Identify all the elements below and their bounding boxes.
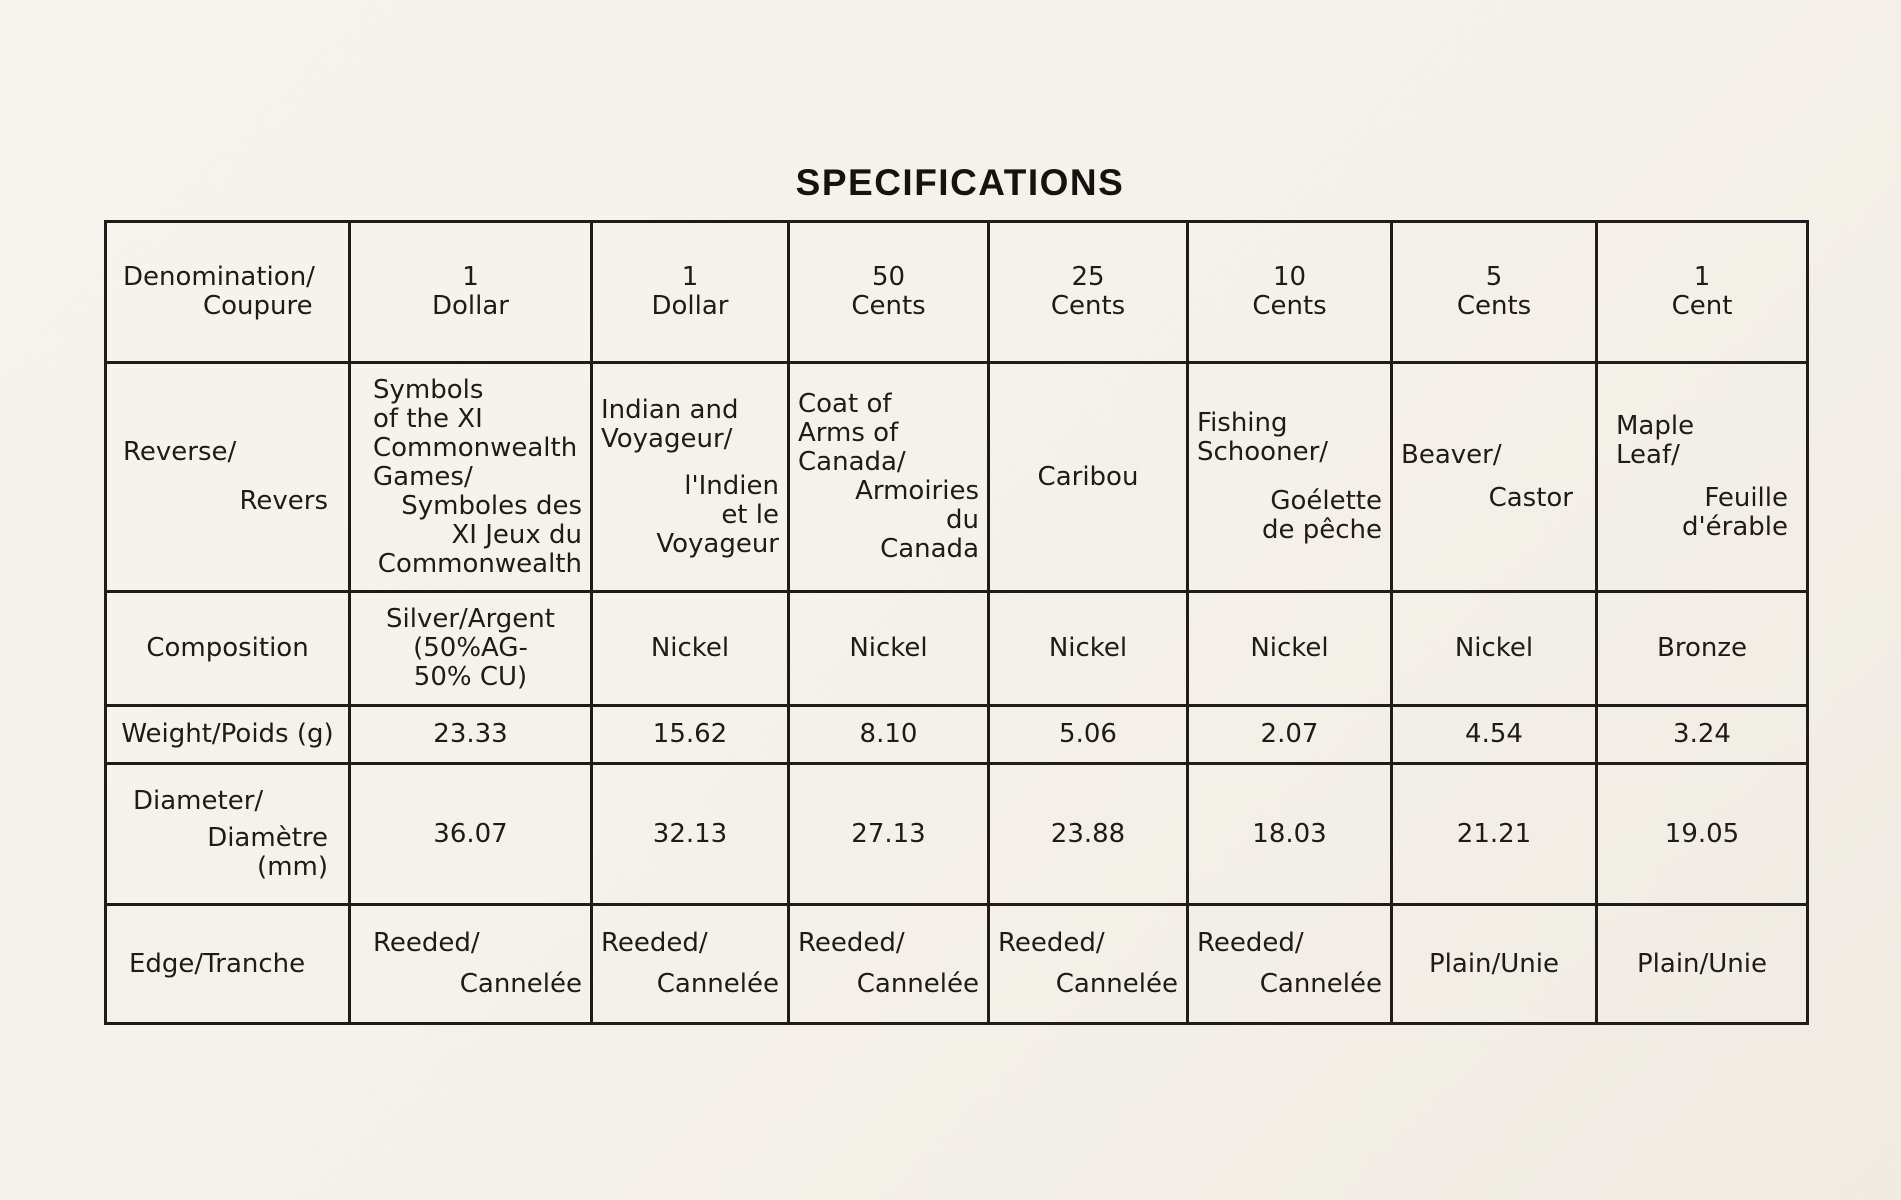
- reverse-cell: Caribou: [989, 363, 1188, 592]
- diameter-cell: 19.05: [1597, 764, 1808, 905]
- table-row-weight: [106, 706, 1808, 764]
- reverse-cell: Indian and Voyageur/ l'Indien et le Voyageur: [592, 363, 789, 592]
- reverse-cell: Fishing Schooner/ Goélette de pêche: [1188, 363, 1392, 592]
- edge-cell: Reeded/ Cannelée: [1188, 905, 1392, 1024]
- composition-cell: Nickel: [1392, 592, 1597, 706]
- denomination-cell: 1 Cent: [1597, 222, 1808, 363]
- table-row-edge: [106, 905, 1808, 1024]
- denomination-cell: 50 Cents: [789, 222, 989, 363]
- table-row-composition: [106, 592, 1808, 706]
- weight-cell: 4.54: [1392, 706, 1597, 764]
- reverse-cell: Maple Leaf/ Feuille d'érable: [1597, 363, 1808, 592]
- reverse-cell: Symbols of the XI Commonwealth Games/ Symboles des XI Jeux du Commonwealth: [350, 363, 592, 592]
- diameter-cell: 32.13: [592, 764, 789, 905]
- row-header-weight: Weight/Poids (g): [106, 706, 350, 764]
- row-header-diameter: [106, 764, 350, 905]
- weight-cell: 5.06: [989, 706, 1188, 764]
- edge-cell: Plain/Unie: [1392, 905, 1597, 1024]
- row-header-line: (mm): [257, 851, 328, 882]
- edge-cell: Reeded/ Cannelée: [789, 905, 989, 1024]
- composition-cell: Bronze: [1597, 592, 1808, 706]
- edge-cell: Reeded/ Cannelée: [350, 905, 592, 1024]
- diameter-cell: 21.21: [1392, 764, 1597, 905]
- weight-cell: 8.10: [789, 706, 989, 764]
- table-row-denomination: [106, 222, 1808, 363]
- diameter-cell: 18.03: [1188, 764, 1392, 905]
- row-header-line: Revers: [239, 486, 328, 516]
- reverse-cell: Beaver/ Castor: [1392, 363, 1597, 592]
- weight-cell: 3.24: [1597, 706, 1808, 764]
- edge-cell: Reeded/ Cannelée: [592, 905, 789, 1024]
- edge-cell: Reeded/ Cannelée: [989, 905, 1188, 1024]
- denomination-cell: 10 Cents: [1188, 222, 1392, 363]
- weight-cell: 15.62: [592, 706, 789, 764]
- weight-cell: 2.07: [1188, 706, 1392, 764]
- row-header-reverse: [106, 363, 350, 592]
- row-header-composition: Composition: [106, 592, 350, 706]
- composition-cell: Silver/Argent (50%AG- 50% CU): [350, 592, 592, 706]
- composition-cell: Nickel: [1188, 592, 1392, 706]
- diameter-cell: 23.88: [989, 764, 1188, 905]
- diameter-cell: 36.07: [350, 764, 592, 905]
- table-row-reverse: [106, 363, 1808, 592]
- table-row-diameter: [106, 764, 1808, 905]
- denomination-cell: 1 Dollar: [592, 222, 789, 363]
- denomination-cell: 25 Cents: [989, 222, 1188, 363]
- composition-cell: Nickel: [789, 592, 989, 706]
- edge-cell: Plain/Unie: [1597, 905, 1808, 1024]
- diameter-cell: 27.13: [789, 764, 989, 905]
- composition-cell: Nickel: [592, 592, 789, 706]
- weight-cell: 23.33: [350, 706, 592, 764]
- row-header-denomination: [106, 222, 350, 363]
- page-title: SPECIFICATIONS: [795, 162, 1125, 203]
- denomination-cell: 1 Dollar: [350, 222, 592, 363]
- row-header-edge: Edge/Tranche: [106, 905, 350, 1024]
- reverse-cell: Coat of Arms of Canada/ Armoiries du Canada: [789, 363, 989, 592]
- row-header-line: Coupure: [203, 291, 313, 321]
- row-header-line: Diamètre: [207, 822, 328, 853]
- row-header-line: Reverse/: [123, 437, 237, 467]
- row-header-line: Denomination/: [123, 262, 315, 292]
- denomination-cell: 5 Cents: [1392, 222, 1597, 363]
- row-header-line: Diameter/: [133, 785, 264, 816]
- specifications-table: [104, 220, 1809, 1025]
- composition-cell: Nickel: [989, 592, 1188, 706]
